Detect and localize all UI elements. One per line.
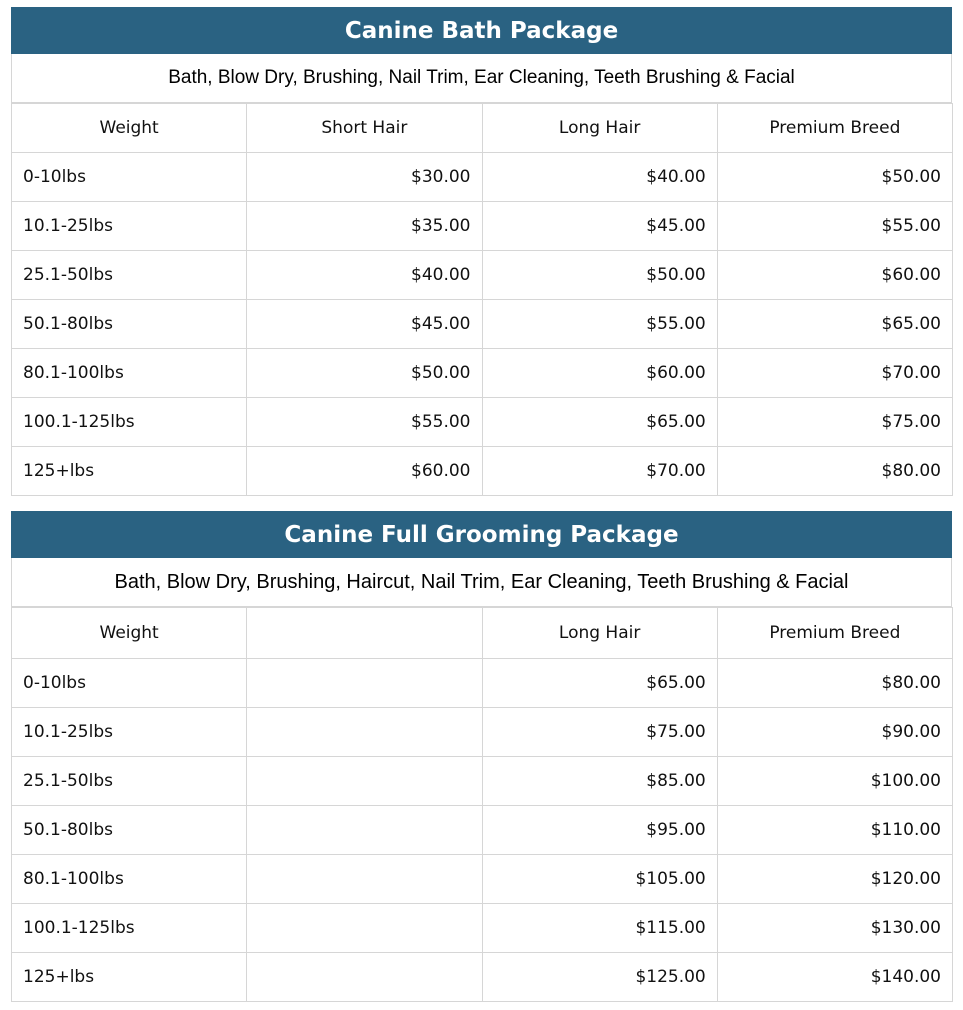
bath-price-table (11, 103, 953, 496)
price-cell: $50.00 (717, 153, 952, 202)
price-cell: $55.00 (717, 202, 952, 251)
bath-package-title: Canine Bath Package (11, 7, 952, 54)
empty-cell (247, 659, 482, 708)
table-row (12, 153, 953, 202)
price-cell: $100.00 (717, 757, 952, 806)
column-header-premium-breed: Premium Breed (717, 608, 952, 659)
table-row (12, 708, 953, 757)
table-row (12, 904, 953, 953)
price-cell: $130.00 (717, 904, 952, 953)
table-row (12, 202, 953, 251)
price-cell: $45.00 (482, 202, 717, 251)
price-cell: $95.00 (482, 806, 717, 855)
column-header-weight: Weight (12, 104, 247, 153)
weight-cell: 125+lbs (12, 953, 247, 1002)
bath-package-description: Bath, Blow Dry, Brushing, Nail Trim, Ear Cleaning, Teeth Brushing & Facial (11, 54, 952, 103)
table-row (12, 953, 953, 1002)
price-cell: $75.00 (482, 708, 717, 757)
column-header-short-hair: Short Hair (247, 104, 482, 153)
price-cell: $75.00 (717, 398, 952, 447)
price-cell: $65.00 (717, 300, 952, 349)
price-cell: $60.00 (482, 349, 717, 398)
table-row (12, 251, 953, 300)
weight-cell: 10.1-25lbs (12, 708, 247, 757)
weight-cell: 50.1-80lbs (12, 300, 247, 349)
price-cell: $55.00 (247, 398, 482, 447)
price-cell: $60.00 (717, 251, 952, 300)
price-cell: $120.00 (717, 855, 952, 904)
weight-cell: 125+lbs (12, 447, 247, 496)
price-cell: $65.00 (482, 398, 717, 447)
weight-cell: 25.1-50lbs (12, 757, 247, 806)
price-cell: $70.00 (482, 447, 717, 496)
empty-cell (247, 757, 482, 806)
column-header-empty (247, 608, 482, 659)
price-cell: $90.00 (717, 708, 952, 757)
price-cell: $35.00 (247, 202, 482, 251)
weight-cell: 0-10lbs (12, 153, 247, 202)
weight-cell: 100.1-125lbs (12, 398, 247, 447)
empty-cell (247, 904, 482, 953)
full-grooming-package-description: Bath, Blow Dry, Brushing, Haircut, Nail Trim, Ear Cleaning, Teeth Brushing & Facial (11, 558, 952, 607)
price-cell: $40.00 (482, 153, 717, 202)
empty-cell (247, 708, 482, 757)
column-header-long-hair: Long Hair (482, 104, 717, 153)
weight-cell: 0-10lbs (12, 659, 247, 708)
price-cell: $40.00 (247, 251, 482, 300)
table-header-row (12, 608, 953, 659)
column-header-weight: Weight (12, 608, 247, 659)
table-row (12, 349, 953, 398)
price-cell: $80.00 (717, 447, 952, 496)
price-cell: $65.00 (482, 659, 717, 708)
price-cell: $125.00 (482, 953, 717, 1002)
price-cell: $50.00 (247, 349, 482, 398)
full-grooming-package-title: Canine Full Grooming Package (11, 511, 952, 558)
column-header-long-hair: Long Hair (482, 608, 717, 659)
price-cell: $140.00 (717, 953, 952, 1002)
weight-cell: 100.1-125lbs (12, 904, 247, 953)
price-cell: $115.00 (482, 904, 717, 953)
table-row (12, 447, 953, 496)
price-cell: $45.00 (247, 300, 482, 349)
column-header-premium-breed: Premium Breed (717, 104, 952, 153)
empty-cell (247, 953, 482, 1002)
empty-cell (247, 855, 482, 904)
full-grooming-price-table (11, 607, 953, 1002)
table-row (12, 659, 953, 708)
price-cell: $105.00 (482, 855, 717, 904)
bath-package-section (11, 7, 952, 496)
table-row (12, 398, 953, 447)
table-row (12, 757, 953, 806)
price-cell: $30.00 (247, 153, 482, 202)
weight-cell: 10.1-25lbs (12, 202, 247, 251)
price-cell: $50.00 (482, 251, 717, 300)
price-cell: $85.00 (482, 757, 717, 806)
table-header-row (12, 104, 953, 153)
weight-cell: 25.1-50lbs (12, 251, 247, 300)
price-cell: $70.00 (717, 349, 952, 398)
price-cell: $110.00 (717, 806, 952, 855)
table-row (12, 855, 953, 904)
price-cell: $60.00 (247, 447, 482, 496)
price-cell: $80.00 (717, 659, 952, 708)
table-row (12, 806, 953, 855)
weight-cell: 80.1-100lbs (12, 349, 247, 398)
price-cell: $55.00 (482, 300, 717, 349)
table-row (12, 300, 953, 349)
weight-cell: 50.1-80lbs (12, 806, 247, 855)
full-grooming-package-section (11, 511, 952, 1002)
weight-cell: 80.1-100lbs (12, 855, 247, 904)
empty-cell (247, 806, 482, 855)
